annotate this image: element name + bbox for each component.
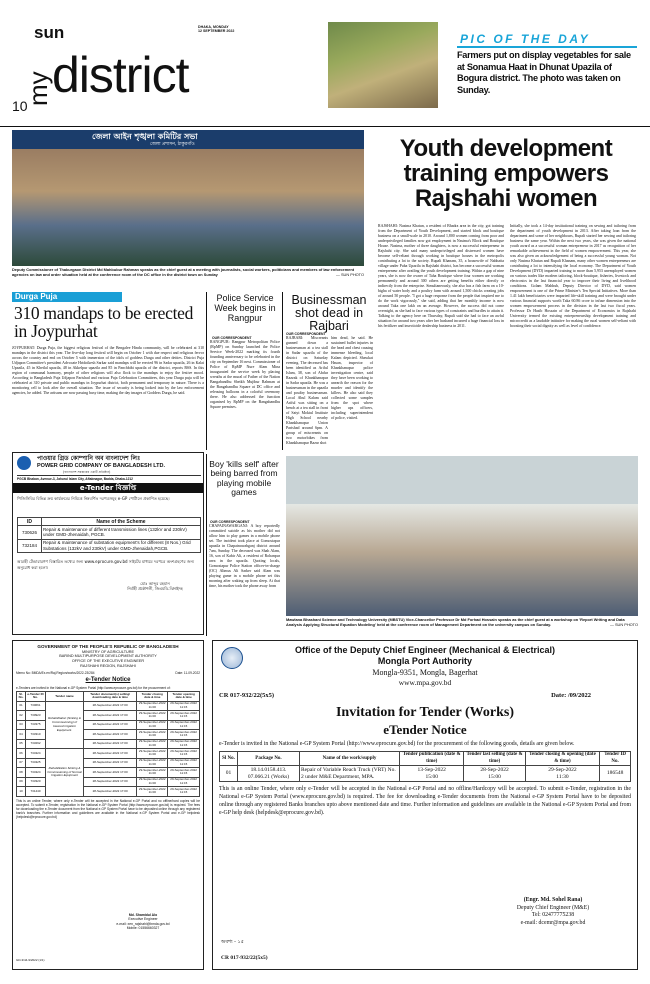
bmda-open: 29-September-2022 11:15 (168, 768, 200, 778)
bmda-group1: Rehabilitation (Sinking & Commissioning) of lowered irrigation Equipment. (46, 701, 84, 749)
mongla-th: Tender closing & opening (date & time) (525, 751, 600, 766)
mongla-th: Tender ID No. (600, 751, 631, 766)
bmda-signer: Md. Shamidul Alo (128, 913, 158, 917)
pgcb-logo-icon (17, 456, 31, 470)
table-row (18, 539, 201, 552)
table-row: 07 734325 28-September-2022 17:00 29-September-2022 11:00 29-September-2022 11:15 (17, 758, 200, 768)
bmda-sell: 28-September-2022 17:00 (84, 758, 137, 768)
mongla-tel: Tel: 02477775238 (531, 912, 575, 919)
boy-byline: OUR CORRESPONDENT (210, 520, 250, 524)
durga-body: JOYPURHAT: Durga Puja, the biggest religious festival of the Bengalee Hindu community, will be celebrated at 310 mandaps in the district this year. The five-day long festival will begin on October 1 with due respect and religious fervor across the country and end on October 5 with immersion of the idols of goddess Durga and other deities. District Puja Udjapon Committee's president Advocate Hridoikesh Sarkar said mandaps will be erected 96 in Sadar upazila, 26 in Kalai Upazila, 45 in Khetlal upazila, 48 in Akkelpur upazila and 85 in Panchbibi upazila of the district, reports BSS. In this region of communal harmony, people of other religions will also flock to the mandaps to enjoy the festive mood. According to Bangladesh Puja Udjapon Parishad and various Puja Celebration Committees, this year Durga puja will be celebrated at 310 private and public mandaps in Joypurhat district, both permanent and temporary in nature. There is a monitoring cell to look after the overall situation. The issue of security is being looked into by the law enforcement agencies, he added. The artisans are now passing busy time, making the day images of Goddess Durga, he said. (12, 346, 204, 395)
bmda-id: 734324 (26, 768, 46, 778)
mongla-th: Package No. (238, 751, 300, 766)
bmda-open: 29-September-2022 11:15 (168, 739, 200, 749)
masthead-district: district (52, 47, 189, 103)
bmda-footnote: This is an online Tender, where only e-Tender will be accepted in the National e-GP Portal and no offline/hard copies will be accepted. To submit e-Tender, registration in the National e-GP System Portal (http://www.eprocure.gov.bd) is required. The fees for downloading the e-Tender document from the National e-GP System Portal have to be deposited online through any registered bank's branches. Further information and guidelines are available in the National e-GP System Portal and e-GP helpdesk (helpdesk@eprocure.gov.bd) (16, 798, 200, 819)
pgcb-row-id: 732184 (18, 539, 42, 552)
col-rule-2 (282, 292, 283, 450)
top-rule (0, 126, 650, 127)
mbstu-caption-text: Mawlana Bhashani Science and Technology University (MBSTU) Vice-Chancellor Professor Dr Md Forhad Hossain speaks as the chief guest at a workshop on 'Report Writing and Data Analysis Applying Structural Equation Modeling' held at the conference room of Management Department on the university campus on Sunday. (286, 617, 625, 627)
bmda-title4: OFFICE OF THE EXECUTIVE ENGINEER (71, 659, 145, 664)
bmda-intro: e-Tenders are invited in the National e-GP System Portal (http://www.eprocure.gov.bd) for the procurement of: (16, 686, 171, 691)
bmda-id: 734325 (26, 758, 46, 768)
mongla-heading: Invitation for Tender (Works) (335, 705, 514, 720)
bmda-close: 29-September-2022 11:00 (137, 768, 168, 778)
mongla-close (525, 766, 600, 782)
table-row: 02 730923 28-September-2022 17:00 29-September-2022 11:00 29-September-2022 11:15 (17, 711, 200, 721)
bmda-th: Tender document(s) selling/ downloading date & time (84, 692, 137, 702)
bmda-th: Tender closing date & time (137, 692, 168, 702)
pgcb-th-id: ID (18, 518, 42, 526)
bmda-close: 29-September-2022 11:00 (137, 701, 168, 711)
bmda-close: 29-September-2022 11:00 (137, 777, 168, 787)
bmda-id: 730661 (26, 701, 46, 711)
bmda-id: 730923 (26, 711, 46, 721)
pgcb-intro: পিজিসিবির বিভিন্ন ক্রয় কার্যক্রমের নিমিত্তে নিম্নবর্ণিত দরপত্রসমূহ e-GP পোর্টালে প্রকাশিত হয়েছে। (17, 496, 170, 501)
mongla-pub (400, 766, 464, 782)
bmda-close: 29-September-2022 11:00 (137, 739, 168, 749)
boy-headline: Boy 'kills self' after being barred from playing mobile games (209, 459, 279, 498)
bmda-open: 29-September-2022 11:15 (168, 720, 200, 730)
mongla-web: www.mpa.gov.bd (398, 677, 452, 687)
bmda-signer-title: Executive Engineer (128, 917, 158, 922)
pgcb-signer-title: নির্বাহী প্রকৌশলী, জিএমডি-ঝিনাইদহ (127, 586, 183, 591)
bmda-signature (93, 913, 193, 931)
col-rule-1 (206, 292, 207, 450)
boy-body: CHAPAINAWABGANJ: A boy reportedly committed suicide as his mother did not allow him to play games in a mobile phone set. The incident took place at Gomostapur upazila in Chapainawabganj district around 7am, Sunday. The deceased was Shah Alam, 16, son of Kabir Ali, a resident of Rohanpur area in the upazila. Quoting locals, Gomostapur Police Station officer-in-charge (OC) Alimus Ali Sarker said Alam was playing game in a mobile phone set this morning after waking up from sleep. At that time, his mother took the phone away from (209, 524, 280, 588)
bmda-open: 29-September-2022 11:15 (168, 758, 200, 768)
bmda-title3: BARIND MULTIPURPOSE DEVELOPMENT AUTHORITY (59, 654, 157, 659)
bmda-group2: Rehabilitation Sinking & Commissioning of Normal Irrigation Equipment (46, 749, 84, 797)
bmda-close: 29-September-2022 11:00 (137, 730, 168, 740)
table-row: 05 733292 28-September-2022 17:00 29-September-2022 11:00 29-September-2022 11:15 (17, 739, 200, 749)
pgcb-row-name: Repair & maintenance of different transmission lines (132kV and 230kV) under GMD-Jhenaidah, PGCB. (42, 526, 201, 539)
mongla-ref-code: CR 017-932/22(5x5) (221, 955, 268, 961)
meeting-banner-text: জেলা আইন শৃঙ্খলা কমিটির সভা (92, 132, 198, 141)
bmda-id: 733320 (26, 777, 46, 787)
pgcb-footer: আগ্রহী টেন্ডারারগণ বিস্তারিত তথ্যের জন্য www.eprocure.gov.bd সাইটের মাধ্যমে দরপত্রে অংশগ্রহণের জন্য অনুরোধ করা হলো। (17, 559, 195, 570)
police-week-headline: Police Service Week begins in Rangpur (214, 293, 276, 323)
mongla-intro: e-Tender is invited in the National e-GP System Portal (http://www.eprocure.gov.bd) for the procurement of the following goods, details are given below. (219, 740, 575, 747)
pgcb-address: PGCB Bhaban, Avenue-3, Jahurul Islam City, Aftabnagar, Badda, Dhaka-1212 (17, 475, 201, 481)
bmda-sell: 28-September-2022 17:00 (84, 730, 137, 740)
table-row: 03 733375 28-September-2022 17:00 29-September-2022 11:00 29-September-2022 11:15 (17, 720, 200, 730)
mongla-email: e-mail: dcemr@mpa.gov.bd (520, 919, 586, 926)
mongla-th: Sl No. (220, 751, 238, 766)
mongla-signer: (Engr. Md. Sohel Rana) (523, 897, 583, 903)
bmda-open: 29-September-2022 11:15 (168, 701, 200, 711)
table-row: 10 731440 28-September-2022 17:00 29-September-2022 11:00 29-September-2022 11:15 (17, 787, 200, 797)
mongla-sell-time: 15:00 (488, 773, 501, 780)
mongla-pub-time: 15:00 (425, 773, 438, 780)
bmda-id: 733292 (26, 739, 46, 749)
bmda-ad (12, 640, 204, 970)
mongla-sub: eTender Notice (383, 721, 467, 737)
potd-photo (328, 22, 438, 108)
bmda-sell: 28-September-2022 17:00 (84, 787, 137, 797)
rajbari-col1: RAJBARI: Miscreants gunned down a businessman at a tea stall in Sadar upazila of the district on Saturday evening. The deceased has been identified as Ariful Islam, 38, son of Abdur Razzak of Khankhanapur in Sadar upazila. He was a businessman in the upazila and poultry businessman. Local Abul Kalam said Ariful was sitting on a bench at a tea stall in front of Saiyi Moktul Institute High School nearby Khankhanapur Union Parishad around 6pm. A group of miscreants on two motorbikes from Khankhanapur Bazar shot (286, 336, 328, 445)
bmda-sell: 28-September-2022 17:00 (84, 701, 137, 711)
mongla-name: Repair of Variable Reach Truck (VRT) No. 2 under M&E Department, MPA. (300, 766, 400, 782)
pgcb-signer: মোঃ আব্দুর রহমান (140, 581, 170, 586)
bmda-table (16, 691, 200, 797)
rajbari-byline: OUR CORRESPONDENT (286, 332, 326, 336)
bmda-sell: 28-September-2022 17:00 (84, 749, 137, 759)
police-week-body: RANGPUR: Rangpur Metropolitan Police (RpMP) on Sunday launched the Police Service Week-2022 marking its fourth founding anniversary to be celebrated in the city on September 16 next. Commissioner of Police of RpMP Nure Alam Mina inaugurated the service week by placing wreaths at the mural of Father of the Nation Bangabandhu Sheikh Mujibur Rahman at the Bangabandhu Square at DC office and releasing balloons in a colorful ceremony there. He also addressed the function organised by RpMP on the Bangabandhu Square premises. (210, 340, 280, 409)
durga-headline: 310 mandaps to be erected in Joypurhat (14, 303, 194, 342)
bmda-signer-email: e-mail: xen_rajshahi@bmda.gov.bd (116, 921, 170, 926)
police-meeting-credit: — SUN PHOTO (335, 271, 364, 277)
mongla-sl: 01 (220, 766, 238, 782)
bmda-sell: 28-September-2022 17:00 (84, 777, 137, 787)
police-week-byline: OUR CORRESPONDENT (212, 336, 252, 340)
meeting-banner-sub: জেলা প্রশাসন, ঠাকুরগাঁও (150, 142, 195, 147)
pgcb-table (17, 517, 201, 553)
mongla-signature (483, 897, 623, 927)
mbstu-photo (286, 456, 638, 616)
mongla-org: Mongla Port Authority (377, 656, 473, 667)
mongla-pkg: 18.14.0158.413. 07.066.21 (Works) (238, 766, 300, 782)
bmda-id: 733310 (26, 730, 46, 740)
mbstu-credit: — SUN PHOTO (609, 621, 638, 627)
table-row: 09 733320 28-September-2022 17:00 29-September-2022 11:00 29-September-2022 11:15 (17, 777, 200, 787)
bmda-close: 29-September-2022 11:00 (137, 720, 168, 730)
pgcb-th-name: Name of the Scheme (42, 518, 201, 526)
bmda-date: Date: 11-09-2022 (175, 670, 200, 675)
bmda-title1: GOVERNMENT OF THE PEOPLE'S REPUBLIC OF BANGLADESH (37, 644, 179, 649)
table-row: 06 734324 Rehabilitation Sinking & Commissioning of Normal Irrigation Equipment 28-September-2022 17:00 29-September-2022 11:00 29-September-2022 11:15 (17, 749, 200, 759)
bmda-close: 29-September-2022 11:00 (137, 749, 168, 759)
pgcb-english-title: POWER GRID COMPANY OF BANGLADESH LTD. (37, 463, 166, 469)
rajbari-col2: him dead, he said. He sustained bullet injuries in the head and chest causing immense bleeding, local Kalam depicted. Shawkat Hasan, inspector of Khankhanapur police investigation centre, said they have been working to unearth the reason for the murder and identify the killers. He also said they collected some samples from the spot where higher ups officers, including superintendent of police, visited. (331, 336, 373, 420)
mbstu-caption (286, 618, 638, 628)
mongla-signer-title: Deputy Chief Engineer (M&E) (516, 904, 590, 911)
bmda-memo-line (16, 671, 200, 675)
rajbari-headline: Businessman shot dead in Rajbari (291, 293, 367, 334)
mongla-ref-line (219, 692, 631, 700)
masthead-sun: sun (34, 23, 65, 42)
mongla-sell-date: 28-Sep-2022 (480, 766, 509, 773)
bmda-sell: 28-September-2022 17:00 (84, 711, 137, 721)
pgcb-bangla-title: পাওয়ার গ্রিড কোম্পানি অব বাংলাদেশ লিঃ (37, 455, 141, 462)
police-meeting-photo (12, 130, 364, 266)
rajshahi-col1: RAJSHAHI: Nasima Khatun, a resident of Bhadra area in the city, got training from the Department of Youth Development, and started block and boutique business on a small-scale in 2010. Around 1,800 women coming from poor and underprivileged families now got employment in Nasima's Block and Boutique House. Nasima, mother of three daughters, is now a successful entrepreneur in Rajshahi city. She said many underprivileged and distressed women have become self-reliant through working in boutique houses in the metropolis contributing a lot to the society. Rupali Khanam, 35, a housewife of Nabhatta village under Puba Upazila in Rajshahi district, has become a successful woman entrepreneur after availing the youth development training. Within a gap of nine years, she is now the owner of Taha Boutique where four women are working permanently and around 300 others are getting benefits either directly or indirectly from the enterprise. Simultaneously, she also has a fish farm on a 10-bigha of water body and a poultry farm with around 1,500 chicks creating jobs of around 50 people. "I got a huge response from the people that inspired me to do the work vigorously," she said, adding that her monthly income is now around Taka one lakh on an average. However, the success did not come overnight, as she had to face various types of constraints and hurdles to attain it. Talking to the agency here on Thursday, Rupali said she had to face an awful situation for around two years after her husband incurred a huge financial loss in his fertilizer and insecticide dealership business in 2011. (378, 224, 504, 328)
police-meeting-caption (12, 268, 364, 278)
bmda-title5: RAJSHAHI REGION, RAJSHAHI (80, 663, 136, 668)
mongla-logo-icon (221, 647, 243, 669)
mongla-bangla: অবশ্য - ১৫ (221, 939, 244, 945)
bmda-th: Sl. No. (17, 692, 26, 702)
bmda-open: 29-September-2022 11:15 (168, 730, 200, 740)
masthead (14, 22, 254, 122)
bmda-title2: MINISTRY OF AGRICULTURE (81, 649, 135, 654)
mongla-close-date: 29-Sep-2022 (548, 766, 577, 773)
mongla-sell (464, 766, 525, 782)
pgcb-row-id: 730626 (18, 526, 42, 539)
police-meeting-caption-text: Deputy Commissioner of Thakurgaon District Md Mahbubur Rahman speaks as the chief guest at a meeting with journalists, social workers, politicians and members of law enforcement agencies on law and order situation held at the conference room of the DC office in the district town on Sunday (12, 267, 355, 277)
bmda-memo: Memo No: BMDA/Ex.en/Raj.Region/works/2022-23/284 (16, 670, 95, 675)
mongla-id: 186548 (600, 766, 631, 782)
page-number: 10 (12, 98, 28, 114)
pgcb-ad (12, 452, 204, 635)
bmda-open: 29-September-2022 11:15 (168, 787, 200, 797)
bmda-th: e-Tender ID No. (27, 691, 44, 700)
bmda-sell: 28-September-2022 17:00 (84, 768, 137, 778)
bmda-th: Tender opening date & time (168, 692, 200, 702)
bmda-signer-mobile: Mobile: 01556660327 (126, 926, 160, 931)
bmda-sell: 28-September-2022 17:00 (84, 739, 137, 749)
bmda-close: 29-September-2022 11:00 (137, 758, 168, 768)
durga-kicker: Durga Puja (15, 292, 58, 301)
mongla-th: Name of the work/supply (300, 751, 400, 766)
mongla-footnote: This is an online Tender, where only e-Tender will be accepted in the National e-GP Portal and no offline/Hardcopy will be accepted. To submit e-Tender, registration in the National e-GP System Portal (www.eprocure.gov.bd) is required. The fee for downloading e-Tender documents from the National e-GP System Portal have to be deposited online through any registered Banks branches upto above mentioned date and time. Further information and guidelines are available in the National e-GP System Portal and from e-GP help desk (helpdesk@eprocure.gov.bd). (219, 786, 631, 816)
mongla-addr: Mongla-9351, Mongla, Bagerhat (372, 667, 478, 677)
pgcb-etender-bar: e-Tender বিজ্ঞপ্তি (13, 483, 203, 493)
bmda-open: 29-September-2022 11:15 (168, 711, 200, 721)
mongla-pub-date: 13-Sep-2022 (417, 766, 446, 773)
bmda-open: 29-September-2022 11:15 (168, 777, 200, 787)
bmda-id: 734324 (26, 749, 46, 759)
table-row (220, 766, 631, 782)
table-row: 01 730661 Rehabilitation (Sinking & Commissioning) of lowered irrigation Equipment. 28-September-2022 17:00 29-September-2022 11:00 29-September-2022 11:15 (17, 701, 200, 711)
mongla-th: Tender last selling (date & time) (464, 751, 525, 766)
col-rule-3 (206, 454, 207, 636)
mongla-th: Tender publication (date & time) (400, 751, 464, 766)
pgcb-row-name: Repair & maintenance of substation equipment's for different (8 Nos.) Grid Substations (132kV and 230kV) under GMD-Jhenaidah,PGCB. (42, 539, 201, 552)
mongla-date: Date: /09/2022 (551, 691, 591, 699)
rajshahi-headline: Youth development training empowers Rajshahi women (399, 135, 613, 213)
bmda-close: 29-September-2022 11:00 (137, 787, 168, 797)
potd-label: PIC OF THE DAY (460, 32, 591, 46)
mongla-title: Office of the Deputy Chief Engineer (Mechanical & Electrical) (294, 645, 556, 655)
bmda-open: 29-September-2022 11:15 (168, 749, 200, 759)
mongla-ad (212, 640, 638, 970)
dateline: DHAKA, MONDAY 12 SEPTEMBER 2022 (198, 25, 235, 34)
bmda-th: Tender name (46, 692, 84, 702)
rajshahi-col2: Initially, she took a 14-day institutional training on sewing and tailoring from the department of youth development in 2013. After taking loan from the department and some of her neighbours, Rupali started her sewing and tailoring business the same year. Within the next two years, she was given the national youth award as a successful woman entrepreneur in 2017 as recognition of her remarkable achievement in the field of women empowerment. This year, she was also given an acknowledgement of being a successful young woman. Not only Nasima Khatun and Rupali Khanam, many other women entrepreneurs are contributing a lot to intensifying the local economy. The Department of Youth Development (DYD) imparted training to more than 5,953 unemployed women on various trades like modern tailoring, block-boutique, fisheries, livestock and electronics in the last financial year to improve their living and livelihood conditions. Golam Mahbub, Deputy Director of DYD, said women empowerment is one of the Prime Minister's Ten Special Initiatives. More than 1.41 lakh beneficiaries were imparted life-skill training and were brought under various financial supports worth Taka 60.86 crore to infuse dimension into the women empowerment process in the division in the last two fiscal years. Professor Dr Hasib Hossain of the Department of Economics in Rajshahi University termed the existing entrepreneurship development training and microcredit as a laudable initiative for making the rural women self-reliant with boosting their social dignity as well as level of confidence. (510, 224, 636, 328)
potd-rule (457, 46, 637, 48)
mongla-table (219, 751, 631, 782)
mongla-close-time: 11:30 (556, 773, 569, 780)
bmda-close: 29-September-2022 11:00 (137, 711, 168, 721)
mongla-ref: CR 017-932/22(5x5) (219, 691, 275, 699)
pgcb-sub: (বাংলাদেশ সরকারের একটি প্রতিষ্ঠান) (63, 470, 111, 474)
masthead-my: my (23, 71, 53, 106)
table-row: 04 733310 28-September-2022 17:00 29-September-2022 11:00 29-September-2022 11:15 (17, 730, 200, 740)
bmda-id: 731440 (26, 787, 46, 797)
table-row: 08 734324 28-September-2022 17:00 29-September-2022 11:00 29-September-2022 11:15 (17, 768, 200, 778)
bmda-ref: GD-3/44-9/2022 (1/1) (16, 958, 45, 962)
potd-caption: Farmers put on display vegetables for sale at Sonamua Haat in Dhunat Upazila of Bogura district. The photo was taken on Sunday. (457, 50, 631, 95)
bmda-notice: e-Tender Notice (85, 676, 131, 683)
bmda-id: 733375 (26, 720, 46, 730)
table-row (18, 526, 201, 539)
bmda-sell: 28-September-2022 17:00 (84, 720, 137, 730)
